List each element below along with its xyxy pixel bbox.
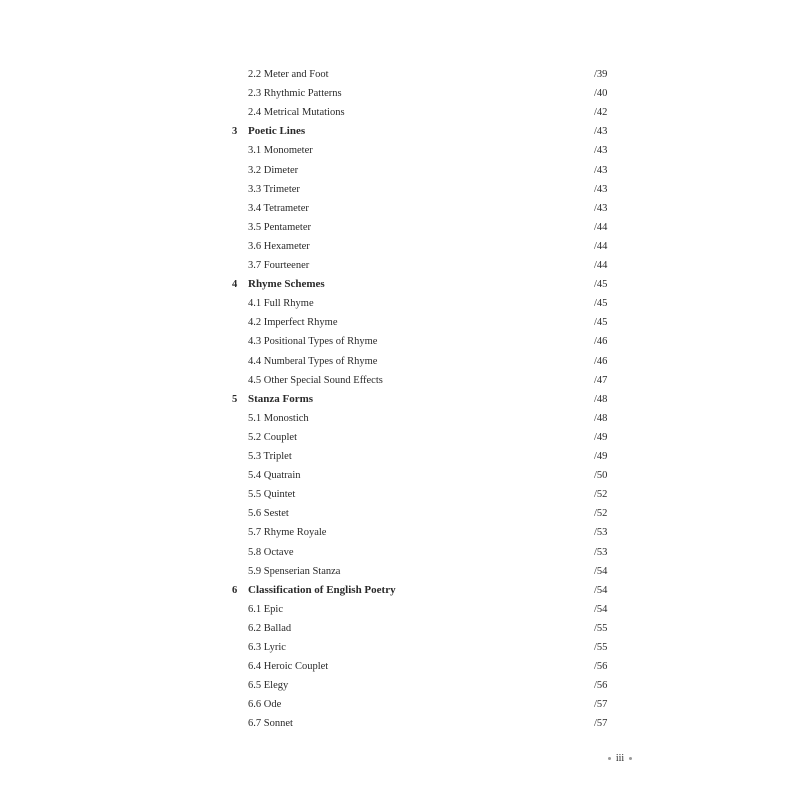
toc-section-row bbox=[0, 676, 800, 695]
section-title: 6.2 Ballad bbox=[248, 622, 292, 634]
toc-section-row bbox=[0, 199, 800, 218]
chapter-number: 3 bbox=[232, 126, 238, 138]
toc-section-row bbox=[0, 141, 800, 160]
toc-section-row bbox=[0, 103, 800, 122]
chapter-title: Rhyme Schemes bbox=[248, 278, 325, 291]
page-reference: /48 bbox=[594, 393, 608, 405]
section-title: 6.5 Elegy bbox=[248, 680, 289, 692]
page-reference: /54 bbox=[594, 584, 608, 596]
page-reference: /57 bbox=[594, 699, 608, 711]
page-reference: /48 bbox=[594, 412, 608, 424]
section-title: 6.4 Heroic Couplet bbox=[248, 661, 329, 673]
toc-section-row bbox=[0, 638, 800, 657]
toc-chapter-row bbox=[0, 581, 800, 600]
page-reference: /52 bbox=[594, 489, 608, 501]
section-title: 3.5 Pentameter bbox=[248, 221, 311, 233]
page-reference: /47 bbox=[594, 374, 608, 386]
section-title: 3.6 Hexameter bbox=[248, 240, 310, 252]
page-reference: /43 bbox=[594, 183, 608, 195]
page-reference: /50 bbox=[594, 470, 608, 482]
section-title: 4.5 Other Special Sound Effects bbox=[248, 374, 383, 386]
page-reference: /44 bbox=[594, 221, 608, 233]
page-reference: /39 bbox=[594, 69, 608, 80]
page-reference: /57 bbox=[594, 718, 608, 730]
toc-section-row bbox=[0, 562, 800, 581]
page-reference: /52 bbox=[594, 508, 608, 520]
toc-section-row bbox=[0, 218, 800, 237]
section-title: 4.2 Imperfect Rhyme bbox=[248, 317, 338, 329]
section-title: 2.3 Rhythmic Patterns bbox=[248, 88, 342, 100]
page-reference: /53 bbox=[594, 527, 608, 539]
toc-section-row bbox=[0, 313, 800, 332]
toc-section-row bbox=[0, 543, 800, 562]
toc-section-row bbox=[0, 447, 800, 466]
toc-section-row bbox=[0, 371, 800, 390]
page-reference: /46 bbox=[594, 336, 608, 348]
page-reference: /44 bbox=[594, 260, 608, 271]
page-reference: /56 bbox=[594, 680, 608, 692]
toc-section-row bbox=[0, 237, 800, 256]
section-title: 6.6 Ode bbox=[248, 699, 282, 711]
chapter-title: Classification of English Poetry bbox=[248, 583, 396, 596]
chapter-title: Poetic Lines bbox=[248, 125, 306, 138]
section-title: 3.1 Monometer bbox=[248, 145, 313, 157]
toc-section-row bbox=[0, 294, 800, 313]
section-title: 4.4 Numberal Types of Rhyme bbox=[248, 355, 378, 367]
page-reference: /45 bbox=[594, 279, 608, 291]
page-reference: /55 bbox=[594, 622, 608, 634]
page-reference: /43 bbox=[594, 164, 608, 176]
page-reference: /43 bbox=[594, 126, 608, 138]
section-title: 6.3 Lyric bbox=[248, 642, 286, 653]
page-reference: /54 bbox=[594, 603, 608, 615]
section-title: 6.1 Epic bbox=[248, 603, 283, 615]
page-reference: /55 bbox=[594, 642, 608, 653]
toc-section-row bbox=[0, 504, 800, 523]
section-title: 3.4 Tetrameter bbox=[248, 202, 309, 214]
page-reference: /54 bbox=[594, 565, 608, 577]
toc-section-row bbox=[0, 332, 800, 351]
section-title: 5.6 Sestet bbox=[248, 508, 289, 520]
toc-section-row bbox=[0, 256, 800, 275]
toc-chapter-row bbox=[0, 122, 800, 141]
page-footer bbox=[600, 750, 640, 768]
toc-section-row bbox=[0, 714, 800, 733]
toc-section-row bbox=[0, 352, 800, 371]
section-title: 4.3 Positional Types of Rhyme bbox=[248, 336, 378, 348]
bullet-icon bbox=[629, 757, 632, 760]
section-title: 3.7 Fourteener bbox=[248, 260, 310, 271]
section-title: 3.3 Trimeter bbox=[248, 183, 300, 195]
section-title: 3.2 Dimeter bbox=[248, 164, 299, 176]
page-reference: /45 bbox=[594, 298, 608, 310]
chapter-title: Stanza Forms bbox=[248, 392, 314, 405]
page-reference: /53 bbox=[594, 546, 608, 558]
chapter-number: 5 bbox=[232, 393, 238, 405]
section-title: 2.4 Metrical Mutations bbox=[248, 107, 345, 119]
toc-section-row bbox=[0, 161, 800, 180]
toc-section-row bbox=[0, 619, 800, 638]
page-reference: /43 bbox=[594, 145, 608, 157]
page-reference: /45 bbox=[594, 317, 608, 329]
page-number: iii bbox=[615, 753, 625, 764]
toc-section-row bbox=[0, 84, 800, 103]
section-title: 4.1 Full Rhyme bbox=[248, 298, 314, 310]
section-title: 5.1 Monostich bbox=[248, 412, 309, 424]
bullet-icon bbox=[608, 757, 611, 760]
section-title: 6.7 Sonnet bbox=[248, 718, 293, 730]
chapter-number: 4 bbox=[232, 279, 238, 291]
section-title: 5.2 Couplet bbox=[248, 431, 297, 443]
toc-chapter-row bbox=[0, 390, 800, 409]
page-reference: /46 bbox=[594, 355, 608, 367]
chapter-number: 6 bbox=[232, 584, 238, 596]
page-reference: /56 bbox=[594, 661, 608, 673]
toc-section-row bbox=[0, 180, 800, 199]
section-title: 5.7 Rhyme Royale bbox=[248, 527, 327, 539]
toc-section-row bbox=[0, 523, 800, 542]
page-reference: /40 bbox=[594, 88, 608, 100]
toc-section-row bbox=[0, 485, 800, 504]
toc-section-row bbox=[0, 657, 800, 676]
section-title: 5.5 Quintet bbox=[248, 489, 296, 501]
page-reference: /49 bbox=[594, 431, 608, 443]
section-title: 2.2 Meter and Foot bbox=[248, 69, 329, 80]
toc-section-row bbox=[0, 695, 800, 714]
page-reference: /44 bbox=[594, 240, 608, 252]
toc-chapter-row bbox=[0, 275, 800, 294]
section-title: 5.8 Octave bbox=[248, 546, 294, 558]
toc-section-row bbox=[0, 409, 800, 428]
section-title: 5.4 Quatrain bbox=[248, 470, 301, 482]
toc-section-row bbox=[0, 65, 800, 84]
toc-section-row bbox=[0, 466, 800, 485]
page-reference: /49 bbox=[594, 451, 608, 462]
section-title: 5.9 Spenserian Stanza bbox=[248, 565, 341, 577]
page-reference: /43 bbox=[594, 202, 608, 214]
page-reference: /42 bbox=[594, 107, 608, 119]
section-title: 5.3 Triplet bbox=[248, 451, 292, 462]
toc-section-row bbox=[0, 600, 800, 619]
toc-section-row bbox=[0, 428, 800, 447]
